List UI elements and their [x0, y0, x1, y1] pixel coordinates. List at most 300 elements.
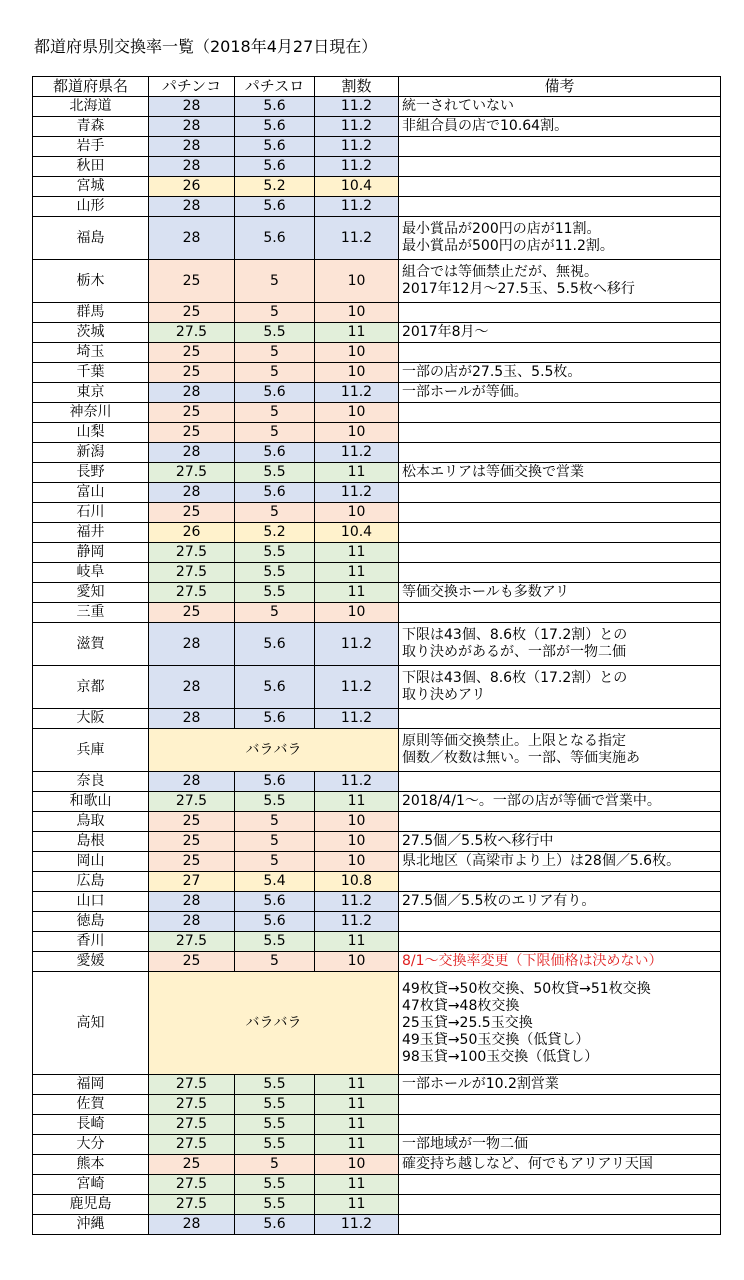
header-wari: 割数	[315, 77, 399, 97]
note-cell	[399, 892, 721, 912]
note-cell	[399, 303, 721, 323]
pachislo-cell: 5.6	[235, 709, 315, 729]
prefecture-cell: 和歌山	[33, 792, 149, 812]
prefecture-cell: 富山	[33, 483, 149, 503]
pachinko-cell: 27.5	[149, 323, 235, 343]
pachinko-cell: 27.5	[149, 563, 235, 583]
pachislo-cell: 5	[235, 423, 315, 443]
pachinko-cell: 28	[149, 443, 235, 463]
wari-cell: 10.4	[315, 177, 399, 197]
wari-cell: 10	[315, 403, 399, 423]
wari-cell: 11.2	[315, 443, 399, 463]
wari-cell: 11	[315, 1095, 399, 1115]
table-row	[33, 1135, 721, 1155]
prefecture-cell: 宮崎	[33, 1175, 149, 1195]
pachislo-cell: 5	[235, 812, 315, 832]
wari-cell: 11.2	[315, 117, 399, 137]
prefecture-cell: 山梨	[33, 423, 149, 443]
table-row	[33, 872, 721, 892]
note-line: 取り決めがあるが、一部が一物二価	[402, 644, 626, 660]
prefecture-cell: 鳥取	[33, 812, 149, 832]
pachinko-cell: 25	[149, 1155, 235, 1175]
prefecture-cell: 大分	[33, 1135, 149, 1155]
wari-cell: 11	[315, 543, 399, 563]
prefecture-cell: 岐阜	[33, 563, 149, 583]
note-cell	[399, 709, 721, 729]
note-line: 取り決めアリ	[402, 687, 486, 703]
prefecture-cell: 山形	[33, 197, 149, 217]
note-cell	[399, 503, 721, 523]
table-row	[33, 603, 721, 623]
wari-cell: 11	[315, 792, 399, 812]
wari-cell: 11	[315, 1175, 399, 1195]
table-row	[33, 1175, 721, 1195]
table-row	[33, 563, 721, 583]
note-line: 確変持ち越しなど、何でもアリアリ天国	[402, 1156, 653, 1172]
varies-cell: バラバラ	[149, 972, 399, 1075]
wari-cell: 11.2	[315, 97, 399, 117]
table-row	[33, 523, 721, 543]
prefecture-cell: 茨城	[33, 323, 149, 343]
pachinko-cell: 28	[149, 197, 235, 217]
note-cell	[399, 403, 721, 423]
note-cell	[399, 117, 721, 137]
note-line: 個数／枚数は無い。一部、等価実施あ	[402, 750, 640, 766]
note-line: 非組合員の店で10.64割。	[402, 118, 569, 134]
prefecture-cell: 徳島	[33, 912, 149, 932]
pachislo-cell: 5	[235, 952, 315, 972]
pachislo-cell: 5.5	[235, 1195, 315, 1215]
table-row	[33, 932, 721, 952]
prefecture-cell: 兵庫	[33, 729, 149, 772]
pachinko-cell: 25	[149, 260, 235, 303]
note-line: 下限は43個、8.6枚（17.2割）との	[402, 670, 628, 686]
wari-cell: 11.2	[315, 383, 399, 403]
note-line: 98玉貸→100玉交換（低貸し）	[402, 1048, 599, 1065]
wari-cell: 10	[315, 852, 399, 872]
note-cell	[399, 217, 721, 260]
note-cell	[399, 383, 721, 403]
note-cell	[399, 343, 721, 363]
wari-cell: 11	[315, 1195, 399, 1215]
wari-cell: 10	[315, 503, 399, 523]
table-row	[33, 137, 721, 157]
table-row	[33, 260, 721, 303]
pachislo-cell: 5.5	[235, 543, 315, 563]
prefecture-cell: 神奈川	[33, 403, 149, 423]
table-row	[33, 1115, 721, 1135]
pachislo-cell: 5.5	[235, 932, 315, 952]
pachinko-cell: 28	[149, 137, 235, 157]
pachislo-cell: 5.2	[235, 523, 315, 543]
note-line: 原則等価交換禁止。上限となる指定	[402, 733, 626, 749]
wari-cell: 11.2	[315, 137, 399, 157]
pachislo-cell: 5.5	[235, 1175, 315, 1195]
note-line: 49枚貸→50枚交換、50枚貸→51枚交換	[402, 980, 651, 997]
prefecture-cell: 千葉	[33, 363, 149, 383]
table-row	[33, 117, 721, 137]
note-line: 統一されていない	[402, 98, 514, 114]
pachislo-cell: 5.5	[235, 563, 315, 583]
wari-cell: 10.4	[315, 523, 399, 543]
table-row	[33, 792, 721, 812]
table-row	[33, 952, 721, 972]
prefecture-cell: 静岡	[33, 543, 149, 563]
note-cell	[399, 97, 721, 117]
note-cell	[399, 523, 721, 543]
note-cell	[399, 260, 721, 303]
table-row	[33, 1095, 721, 1115]
wari-cell: 10	[315, 260, 399, 303]
table-row	[33, 1155, 721, 1175]
pachislo-cell: 5.6	[235, 912, 315, 932]
wari-cell: 10	[315, 1155, 399, 1175]
note-line: 49玉貸→50玉交換（低貸し）	[402, 1031, 590, 1048]
pachislo-cell: 5.5	[235, 323, 315, 343]
prefecture-cell: 熊本	[33, 1155, 149, 1175]
note-cell	[399, 1075, 721, 1095]
wari-cell: 10	[315, 343, 399, 363]
note-cell	[399, 1155, 721, 1175]
varies-cell: バラバラ	[149, 729, 399, 772]
note-cell	[399, 729, 721, 772]
pachislo-cell: 5.6	[235, 443, 315, 463]
header-note: 備考	[399, 77, 721, 97]
wari-cell: 11	[315, 1075, 399, 1095]
pachislo-cell: 5.2	[235, 177, 315, 197]
note-cell	[399, 423, 721, 443]
table-row	[33, 832, 721, 852]
prefecture-cell: 栃木	[33, 260, 149, 303]
wari-cell: 11.2	[315, 483, 399, 503]
note-line: 松本エリアは等価交換で営業	[402, 464, 584, 480]
note-cell	[399, 197, 721, 217]
pachislo-cell: 5.6	[235, 1215, 315, 1235]
prefecture-cell: 長野	[33, 463, 149, 483]
table-row	[33, 709, 721, 729]
note-cell	[399, 1135, 721, 1155]
prefecture-cell: 岩手	[33, 137, 149, 157]
prefecture-cell: 大阪	[33, 709, 149, 729]
note-line: 等価交換ホールも多数アリ	[402, 584, 570, 600]
pachinko-cell: 28	[149, 117, 235, 137]
wari-cell: 11	[315, 1115, 399, 1135]
prefecture-cell: 滋賀	[33, 623, 149, 666]
pachislo-cell: 5.6	[235, 383, 315, 403]
pachinko-cell: 28	[149, 892, 235, 912]
table-row	[33, 623, 721, 666]
table-row	[33, 1075, 721, 1095]
table-row	[33, 503, 721, 523]
pachinko-cell: 25	[149, 852, 235, 872]
note-line: 下限は43個、8.6枚（17.2割）との	[402, 627, 628, 643]
pachinko-cell: 26	[149, 523, 235, 543]
table-row	[33, 912, 721, 932]
table-row	[33, 383, 721, 403]
pachislo-cell: 5.5	[235, 583, 315, 603]
page-title: 都道府県別交換率一覧（2018年4月27日現在）	[34, 37, 378, 56]
pachinko-cell: 27.5	[149, 792, 235, 812]
table-row	[33, 1215, 721, 1235]
pachislo-cell: 5	[235, 832, 315, 852]
pachislo-cell: 5.6	[235, 137, 315, 157]
pachinko-cell: 27.5	[149, 1115, 235, 1135]
pachinko-cell: 25	[149, 603, 235, 623]
prefecture-cell: 北海道	[33, 97, 149, 117]
wari-cell: 11.2	[315, 892, 399, 912]
pachinko-cell: 27.5	[149, 1095, 235, 1115]
prefecture-cell: 福岡	[33, 1075, 149, 1095]
prefecture-cell: 群馬	[33, 303, 149, 323]
wari-cell: 10	[315, 603, 399, 623]
pachinko-cell: 28	[149, 217, 235, 260]
note-cell	[399, 952, 721, 972]
pachinko-cell: 27.5	[149, 583, 235, 603]
pachinko-cell: 26	[149, 177, 235, 197]
wari-cell: 11	[315, 583, 399, 603]
wari-cell: 11.2	[315, 772, 399, 792]
note-line: 最小賞品が500円の店が11.2割。	[402, 238, 614, 254]
note-cell	[399, 443, 721, 463]
prefecture-cell: 長崎	[33, 1115, 149, 1135]
table-row	[33, 443, 721, 463]
prefecture-cell: 鹿児島	[33, 1195, 149, 1215]
table-row	[33, 303, 721, 323]
note-cell	[399, 1175, 721, 1195]
wari-cell: 10	[315, 812, 399, 832]
prefecture-cell: 三重	[33, 603, 149, 623]
note-line: 47枚貸→48枚交換	[402, 997, 520, 1014]
note-cell	[399, 603, 721, 623]
table-row	[33, 852, 721, 872]
prefecture-cell: 島根	[33, 832, 149, 852]
note-cell	[399, 872, 721, 892]
table-header-row	[33, 77, 721, 97]
pachinko-cell: 28	[149, 666, 235, 709]
table-row	[33, 812, 721, 832]
pachinko-cell: 27.5	[149, 1135, 235, 1155]
prefecture-cell: 東京	[33, 383, 149, 403]
pachislo-cell: 5.5	[235, 1135, 315, 1155]
pachinko-cell: 27.5	[149, 1175, 235, 1195]
pachislo-cell: 5	[235, 503, 315, 523]
prefecture-cell: 愛知	[33, 583, 149, 603]
table-row	[33, 483, 721, 503]
pachislo-cell: 5.5	[235, 1075, 315, 1095]
pachislo-cell: 5.5	[235, 792, 315, 812]
note-line: 一部地域が一物二価	[402, 1136, 528, 1152]
pachislo-cell: 5	[235, 603, 315, 623]
note-cell	[399, 932, 721, 952]
pachinko-cell: 27.5	[149, 1075, 235, 1095]
wari-cell: 11.2	[315, 157, 399, 177]
prefecture-cell: 山口	[33, 892, 149, 912]
pachinko-cell: 25	[149, 423, 235, 443]
table-row	[33, 463, 721, 483]
pachislo-cell: 5.5	[235, 463, 315, 483]
table-row	[33, 892, 721, 912]
wari-cell: 10	[315, 423, 399, 443]
pachinko-cell: 25	[149, 403, 235, 423]
prefecture-cell: 埼玉	[33, 343, 149, 363]
note-line: 25玉貸→25.5玉交換	[402, 1014, 533, 1031]
table-row	[33, 543, 721, 563]
pachislo-cell: 5.4	[235, 872, 315, 892]
table-row	[33, 343, 721, 363]
pachislo-cell: 5.6	[235, 117, 315, 137]
prefecture-cell: 新潟	[33, 443, 149, 463]
note-cell	[399, 483, 721, 503]
note-line: 一部の店が27.5玉、5.5枚。	[402, 364, 582, 380]
note-cell	[399, 1195, 721, 1215]
note-line: 2017年8月～	[402, 324, 489, 340]
note-cell	[399, 666, 721, 709]
pachinko-cell: 25	[149, 503, 235, 523]
pachislo-cell: 5.5	[235, 1115, 315, 1135]
pachinko-cell: 27	[149, 872, 235, 892]
table-row	[33, 217, 721, 260]
prefecture-cell: 石川	[33, 503, 149, 523]
prefecture-cell: 香川	[33, 932, 149, 952]
pachinko-cell: 25	[149, 832, 235, 852]
pachinko-cell: 25	[149, 363, 235, 383]
prefecture-cell: 奈良	[33, 772, 149, 792]
pachinko-cell: 28	[149, 912, 235, 932]
note-line: 2017年12月～27.5玉、5.5枚へ移行	[402, 281, 635, 297]
pachislo-cell: 5.6	[235, 483, 315, 503]
header-pachinko: パチンコ	[149, 77, 235, 97]
wari-cell: 11.2	[315, 217, 399, 260]
pachinko-cell: 28	[149, 383, 235, 403]
pachinko-cell: 25	[149, 303, 235, 323]
wari-cell: 11	[315, 463, 399, 483]
table-row	[33, 772, 721, 792]
note-cell	[399, 972, 721, 1075]
prefecture-cell: 福島	[33, 217, 149, 260]
note-line: 一部ホールが等価。	[402, 384, 528, 400]
pachislo-cell: 5.6	[235, 892, 315, 912]
pachislo-cell: 5.6	[235, 157, 315, 177]
header-pachislo: パチスロ	[235, 77, 315, 97]
pachislo-cell: 5	[235, 852, 315, 872]
prefecture-cell: 秋田	[33, 157, 149, 177]
pachinko-cell: 25	[149, 952, 235, 972]
pachinko-cell: 27.5	[149, 932, 235, 952]
wari-cell: 11	[315, 563, 399, 583]
wari-cell: 10	[315, 952, 399, 972]
pachinko-cell: 27.5	[149, 463, 235, 483]
pachinko-cell: 28	[149, 772, 235, 792]
pachislo-cell: 5	[235, 403, 315, 423]
table-row	[33, 97, 721, 117]
wari-cell: 11.2	[315, 912, 399, 932]
pachinko-cell: 28	[149, 483, 235, 503]
wari-cell: 11.2	[315, 623, 399, 666]
note-cell	[399, 543, 721, 563]
prefecture-cell: 福井	[33, 523, 149, 543]
note-line: 組合では等価禁止だが、無視。	[402, 264, 598, 280]
note-line: 27.5個／5.5枚へ移行中	[402, 833, 554, 849]
note-cell	[399, 1215, 721, 1235]
prefecture-cell: 佐賀	[33, 1095, 149, 1115]
pachislo-cell: 5.5	[235, 1095, 315, 1115]
prefecture-cell: 愛媛	[33, 952, 149, 972]
note-cell	[399, 157, 721, 177]
pachislo-cell: 5	[235, 363, 315, 383]
note-cell	[399, 463, 721, 483]
pachinko-cell: 28	[149, 709, 235, 729]
note-cell	[399, 323, 721, 343]
wari-cell: 10	[315, 832, 399, 852]
wari-cell: 11.2	[315, 1215, 399, 1235]
note-line: 8/1～交換率変更（下限価格は決めない）	[402, 953, 663, 969]
pachinko-cell: 25	[149, 812, 235, 832]
prefecture-cell: 宮城	[33, 177, 149, 197]
exchange-rate-table	[32, 76, 721, 1235]
table-row	[33, 423, 721, 443]
pachislo-cell: 5.6	[235, 197, 315, 217]
table-row	[33, 363, 721, 383]
note-cell	[399, 623, 721, 666]
table-row	[33, 666, 721, 709]
pachinko-cell: 28	[149, 97, 235, 117]
table-row	[33, 177, 721, 197]
note-cell	[399, 363, 721, 383]
table-row	[33, 403, 721, 423]
table-row	[33, 972, 721, 1075]
wari-cell: 11	[315, 1135, 399, 1155]
table-row	[33, 729, 721, 772]
table-row	[33, 583, 721, 603]
note-line: 一部ホールが10.2割営業	[402, 1076, 559, 1092]
note-cell	[399, 563, 721, 583]
pachinko-cell: 28	[149, 157, 235, 177]
pachinko-cell: 27.5	[149, 1195, 235, 1215]
note-cell	[399, 852, 721, 872]
note-cell	[399, 792, 721, 812]
note-line: 県北地区（高梁市より上）は28個／5.6枚。	[402, 853, 681, 869]
prefecture-cell: 青森	[33, 117, 149, 137]
prefecture-cell: 岡山	[33, 852, 149, 872]
pachinko-cell: 28	[149, 623, 235, 666]
wari-cell: 11	[315, 323, 399, 343]
pachislo-cell: 5	[235, 303, 315, 323]
wari-cell: 10	[315, 303, 399, 323]
note-cell	[399, 137, 721, 157]
prefecture-cell: 沖縄	[33, 1215, 149, 1235]
note-cell	[399, 832, 721, 852]
table-body	[33, 97, 721, 1235]
note-cell	[399, 583, 721, 603]
note-line: 27.5個／5.5枚のエリア有り。	[402, 893, 596, 909]
wari-cell: 10.8	[315, 872, 399, 892]
note-cell	[399, 1095, 721, 1115]
pachislo-cell: 5.6	[235, 623, 315, 666]
pachislo-cell: 5.6	[235, 772, 315, 792]
note-line: 最小賞品が200円の店が11割。	[402, 221, 601, 237]
wari-cell: 11.2	[315, 197, 399, 217]
pachinko-cell: 28	[149, 1215, 235, 1235]
pachislo-cell: 5.6	[235, 666, 315, 709]
wari-cell: 11.2	[315, 666, 399, 709]
note-line: 2018/4/1～。一部の店が等価で営業中。	[402, 793, 661, 809]
note-cell	[399, 812, 721, 832]
pachislo-cell: 5.6	[235, 217, 315, 260]
note-cell	[399, 912, 721, 932]
pachislo-cell: 5.6	[235, 97, 315, 117]
table-row	[33, 1195, 721, 1215]
header-prefecture: 都道府県名	[33, 77, 149, 97]
